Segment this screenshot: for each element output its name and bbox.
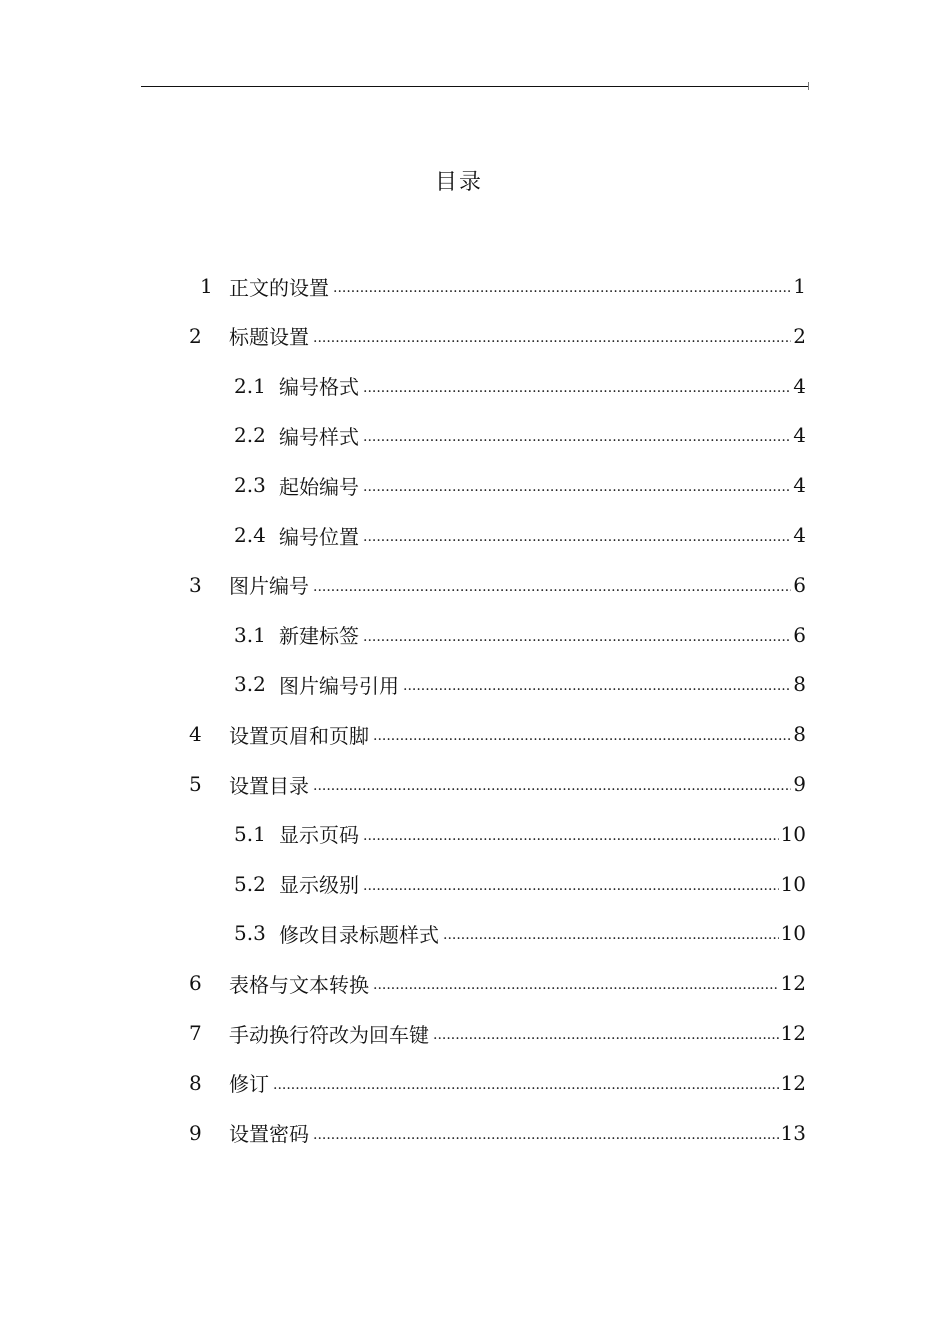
toc-entry-label: 设置密码 [229,1122,309,1147]
toc-entry-label: 设置页眉和页脚 [229,723,369,748]
toc-leader-dots [363,615,791,655]
toc-entry[interactable] [189,1063,806,1103]
toc-entry[interactable] [189,764,806,804]
toc-entry-label: 新建标签 [279,624,359,649]
toc-entry-label: 表格与文本转换 [229,972,369,997]
toc-entry-page: 12 [780,1021,806,1045]
toc-entry-number: 9 [189,1120,202,1145]
toc-entry-number: 5.1 [234,821,266,846]
toc-entry[interactable] [189,316,806,356]
toc-entry-number: 5.3 [234,921,266,946]
toc-leader-dots [363,864,779,904]
toc-leader-dots [373,963,779,1003]
toc-title: 目录 [434,170,483,195]
toc-leader-dots [313,316,791,356]
header-rule-mark [808,82,809,90]
toc-entry-number: 3.1 [234,622,266,647]
toc-entry[interactable] [234,864,806,904]
toc-entry-label: 编号样式 [279,424,359,449]
toc-entry-page: 10 [780,871,806,896]
toc-entry-label: 图片编号 [229,574,309,599]
toc-entry-label: 显示级别 [279,873,359,898]
toc-entry-label: 设置目录 [229,773,309,798]
toc-leader-dots [313,1113,779,1153]
toc-entry-page: 10 [780,821,806,846]
toc-leader-dots [443,913,779,953]
toc-entry[interactable] [234,515,806,555]
toc-entry-page: 6 [793,572,806,597]
toc-entry[interactable] [189,963,806,1003]
toc-entry-page: 6 [793,622,806,647]
toc-entry-number: 6 [189,971,202,996]
toc-entry-number: 1 [200,274,213,298]
toc-entry-page: 4 [793,373,806,398]
toc-entry-page: 2 [793,323,806,348]
toc-entry-number: 2.2 [234,423,266,448]
toc-entry-page: 12 [780,971,806,996]
toc-entry-number: 2.3 [234,473,266,498]
toc-entry-number: 5 [189,772,202,796]
toc-entry-label: 起始编号 [279,474,359,499]
toc-entry[interactable] [234,415,806,455]
toc-entry[interactable] [234,664,806,704]
toc-leader-dots [273,1063,779,1103]
header-rule [141,86,809,87]
toc-entry-label: 编号位置 [279,524,359,549]
toc-leader-dots [313,565,791,605]
toc-leader-dots [363,515,791,555]
toc-entry[interactable] [234,814,806,854]
toc-entry[interactable] [234,366,806,406]
toc-entry-page: 4 [793,473,806,498]
toc-entry-label: 手动换行符改为回车键 [229,1022,429,1047]
toc-entry-number: 7 [189,1021,202,1045]
toc-entry-number: 3.2 [234,672,266,697]
toc-entry-number: 5.2 [234,871,266,896]
toc-entry[interactable] [234,913,806,953]
toc-entry-label: 标题设置 [229,325,309,350]
toc-entry[interactable] [234,615,806,655]
toc-leader-dots [363,814,779,854]
toc-entry[interactable] [234,465,806,505]
toc-entry-label: 正文的设置 [229,275,329,300]
toc-entry[interactable] [189,1013,806,1053]
toc-entry-number: 2.1 [234,373,266,398]
toc-leader-dots [313,764,791,804]
toc-entry-page: 13 [780,1120,806,1145]
toc-entry[interactable] [200,266,806,306]
toc-entry-number: 4 [189,722,202,747]
toc-leader-dots [333,266,791,306]
toc-entry-number: 3 [189,572,202,597]
toc-leader-dots [363,415,791,455]
toc-entry-label: 编号格式 [279,375,359,400]
toc-entry-page: 8 [793,672,806,697]
toc-entry-number: 2.4 [234,523,266,547]
toc-leader-dots [363,465,791,505]
toc-entry-label: 修改目录标题样式 [279,922,439,947]
toc-entry[interactable] [189,1113,806,1153]
toc-entry-number: 8 [189,1070,202,1095]
toc-entry-label: 显示页码 [279,823,359,848]
toc-leader-dots [433,1013,779,1053]
toc-entry[interactable] [189,714,806,754]
toc-entry-page: 4 [793,523,806,547]
toc-entry-page: 4 [793,423,806,448]
toc-leader-dots [363,366,791,406]
toc-leader-dots [403,664,791,704]
toc-entry-label: 修订 [229,1072,269,1097]
toc-entry-page: 1 [793,274,806,298]
toc-entry-number: 2 [189,323,202,348]
toc-entry[interactable] [189,565,806,605]
toc-entry-page: 8 [793,722,806,747]
toc-leader-dots [373,714,791,754]
toc-entry-page: 10 [780,921,806,946]
toc-entry-page: 9 [793,772,806,796]
toc-entry-label: 图片编号引用 [279,673,399,698]
toc-entry-page: 12 [780,1070,806,1095]
